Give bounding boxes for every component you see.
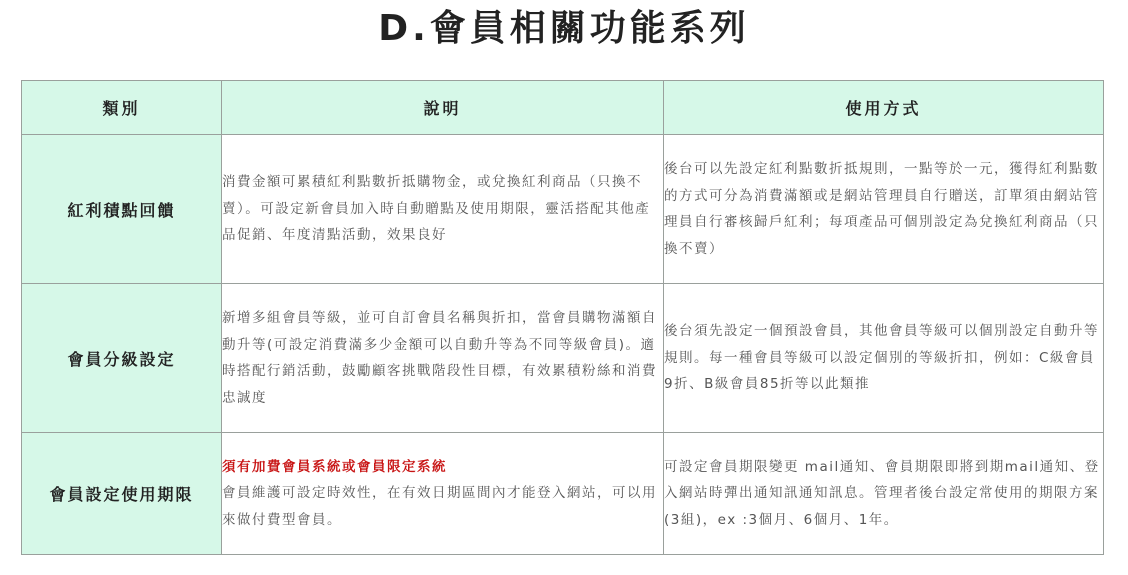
row-usage xyxy=(664,135,1104,284)
row-category: 會員分級設定 xyxy=(22,284,222,433)
description-text: 會員維護可設定時效性，在有效日期區間內才能登入網站，可以用來做付費型會員。 xyxy=(222,485,657,528)
requirement-note: 須有加費會員系統或會員限定系統 xyxy=(222,458,447,475)
row-description xyxy=(222,433,664,555)
header-description: 說明 xyxy=(222,81,664,135)
row-category: 紅利積點回饋 xyxy=(22,135,222,284)
features-table xyxy=(21,80,1104,555)
table-row xyxy=(22,135,1104,284)
table-header-row xyxy=(22,81,1104,135)
table-row xyxy=(22,284,1104,433)
page-title: D.會員相關功能系列 xyxy=(378,8,750,49)
row-description xyxy=(222,284,664,433)
usage-text: 後台須先設定一個預設會員，其他會員等級可以個別設定自動升等規則。每一種會員等級可以設定個別的等級折扣，例如：C級會員9折、B級會員85折等以此類推 xyxy=(664,323,1099,393)
row-usage xyxy=(664,284,1104,433)
row-usage xyxy=(664,433,1104,555)
usage-text: 後台可以先設定紅利點數折抵規則，一點等於一元，獲得紅利點數的方式可分為消費滿額或是網站管理員自行贈送，訂單須由網站管理員自行審核歸戶紅利；每項產品可個別設定為兌換紅利商品（只換不賣） xyxy=(664,161,1099,257)
row-description xyxy=(222,135,664,284)
usage-text: 可設定會員期限變更 mail通知、會員期限即將到期mail通知、登入網站時彈出通知訊通知訊息。管理者後台設定常使用的期限方案(3組)，ex :3個月、6個月、1年。 xyxy=(664,458,1100,528)
header-usage: 使用方式 xyxy=(664,81,1104,135)
table-row xyxy=(22,433,1104,555)
row-category: 會員設定使用期限 xyxy=(22,433,222,555)
description-text: 新增多組會員等級，並可自訂會員名稱與折扣，當會員購物滿額自動升等(可設定消費滿多少金額可以自動升等為不同等級會員)。適時搭配行銷活動，鼓勵顧客挑戰階段性目標，有效累積粉絲和消費忠誠度 xyxy=(222,310,657,406)
header-category: 類別 xyxy=(22,81,222,135)
description-text: 消費金額可累積紅利點數折抵購物金，或兌換紅利商品（只換不賣）。可設定新會員加入時自動贈點及使用期限，靈活搭配其他產品促銷、年度清點活動，效果良好 xyxy=(222,174,651,244)
